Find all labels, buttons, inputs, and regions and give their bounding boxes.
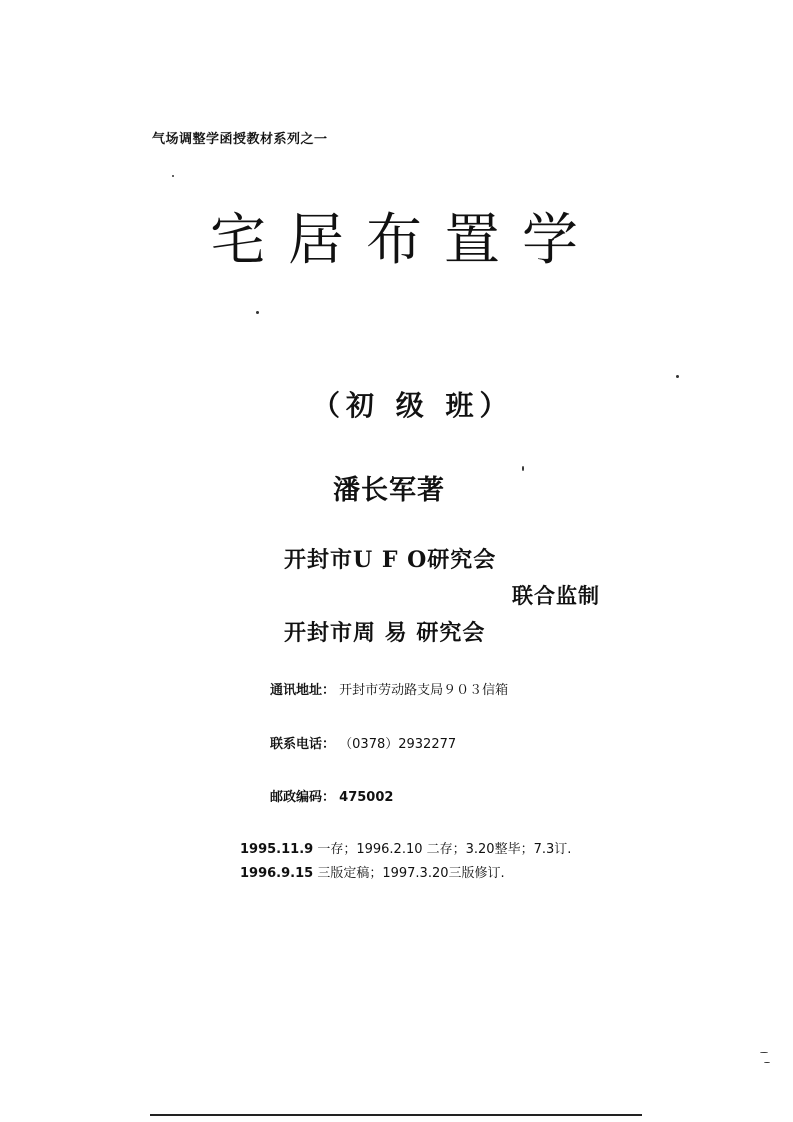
history-date-2: 1996.9.15: [240, 866, 314, 881]
scan-speck: [172, 175, 174, 177]
scan-speck: [764, 1062, 770, 1063]
history-text-1: 一存；1996.2.10 二存；3.20整毕；7.3订.: [313, 842, 572, 857]
series-line: 气场调整学函授教材系列之一: [152, 132, 328, 147]
joint-supervision: 联合监制: [512, 583, 600, 608]
postal-value: 475002: [339, 790, 394, 805]
history-line-2: [240, 862, 505, 881]
history-line-1: [240, 838, 571, 857]
scan-speck: [522, 466, 524, 471]
scan-speck: [676, 375, 679, 378]
author-line: 潘长军著: [333, 475, 445, 506]
history-date-1: 1995.11.9: [240, 842, 314, 857]
scan-speck: [256, 311, 259, 314]
address-label: 通讯地址：: [270, 683, 336, 698]
bottom-rule: [150, 1114, 642, 1116]
postal-row: [270, 786, 393, 805]
address-row: [270, 679, 508, 698]
course-level: （初 级 班）: [312, 389, 514, 422]
history-text-2: 三版定稿；1997.3.20三版修订.: [313, 866, 505, 881]
book-title: 宅居布置学: [210, 208, 600, 273]
postal-label: 邮政编码：: [270, 790, 336, 805]
organization-ufo: 开封市U F O研究会: [284, 547, 497, 573]
phone-label: 联系电话：: [270, 737, 336, 752]
address-value: 开封市劳动路支局９０３信箱: [339, 683, 509, 698]
phone-row: [270, 733, 456, 752]
scan-speck: [760, 1052, 768, 1053]
organization-zhouyi: 开封市周 易 研究会: [284, 620, 486, 646]
phone-value: （0378）2932277: [339, 737, 457, 752]
